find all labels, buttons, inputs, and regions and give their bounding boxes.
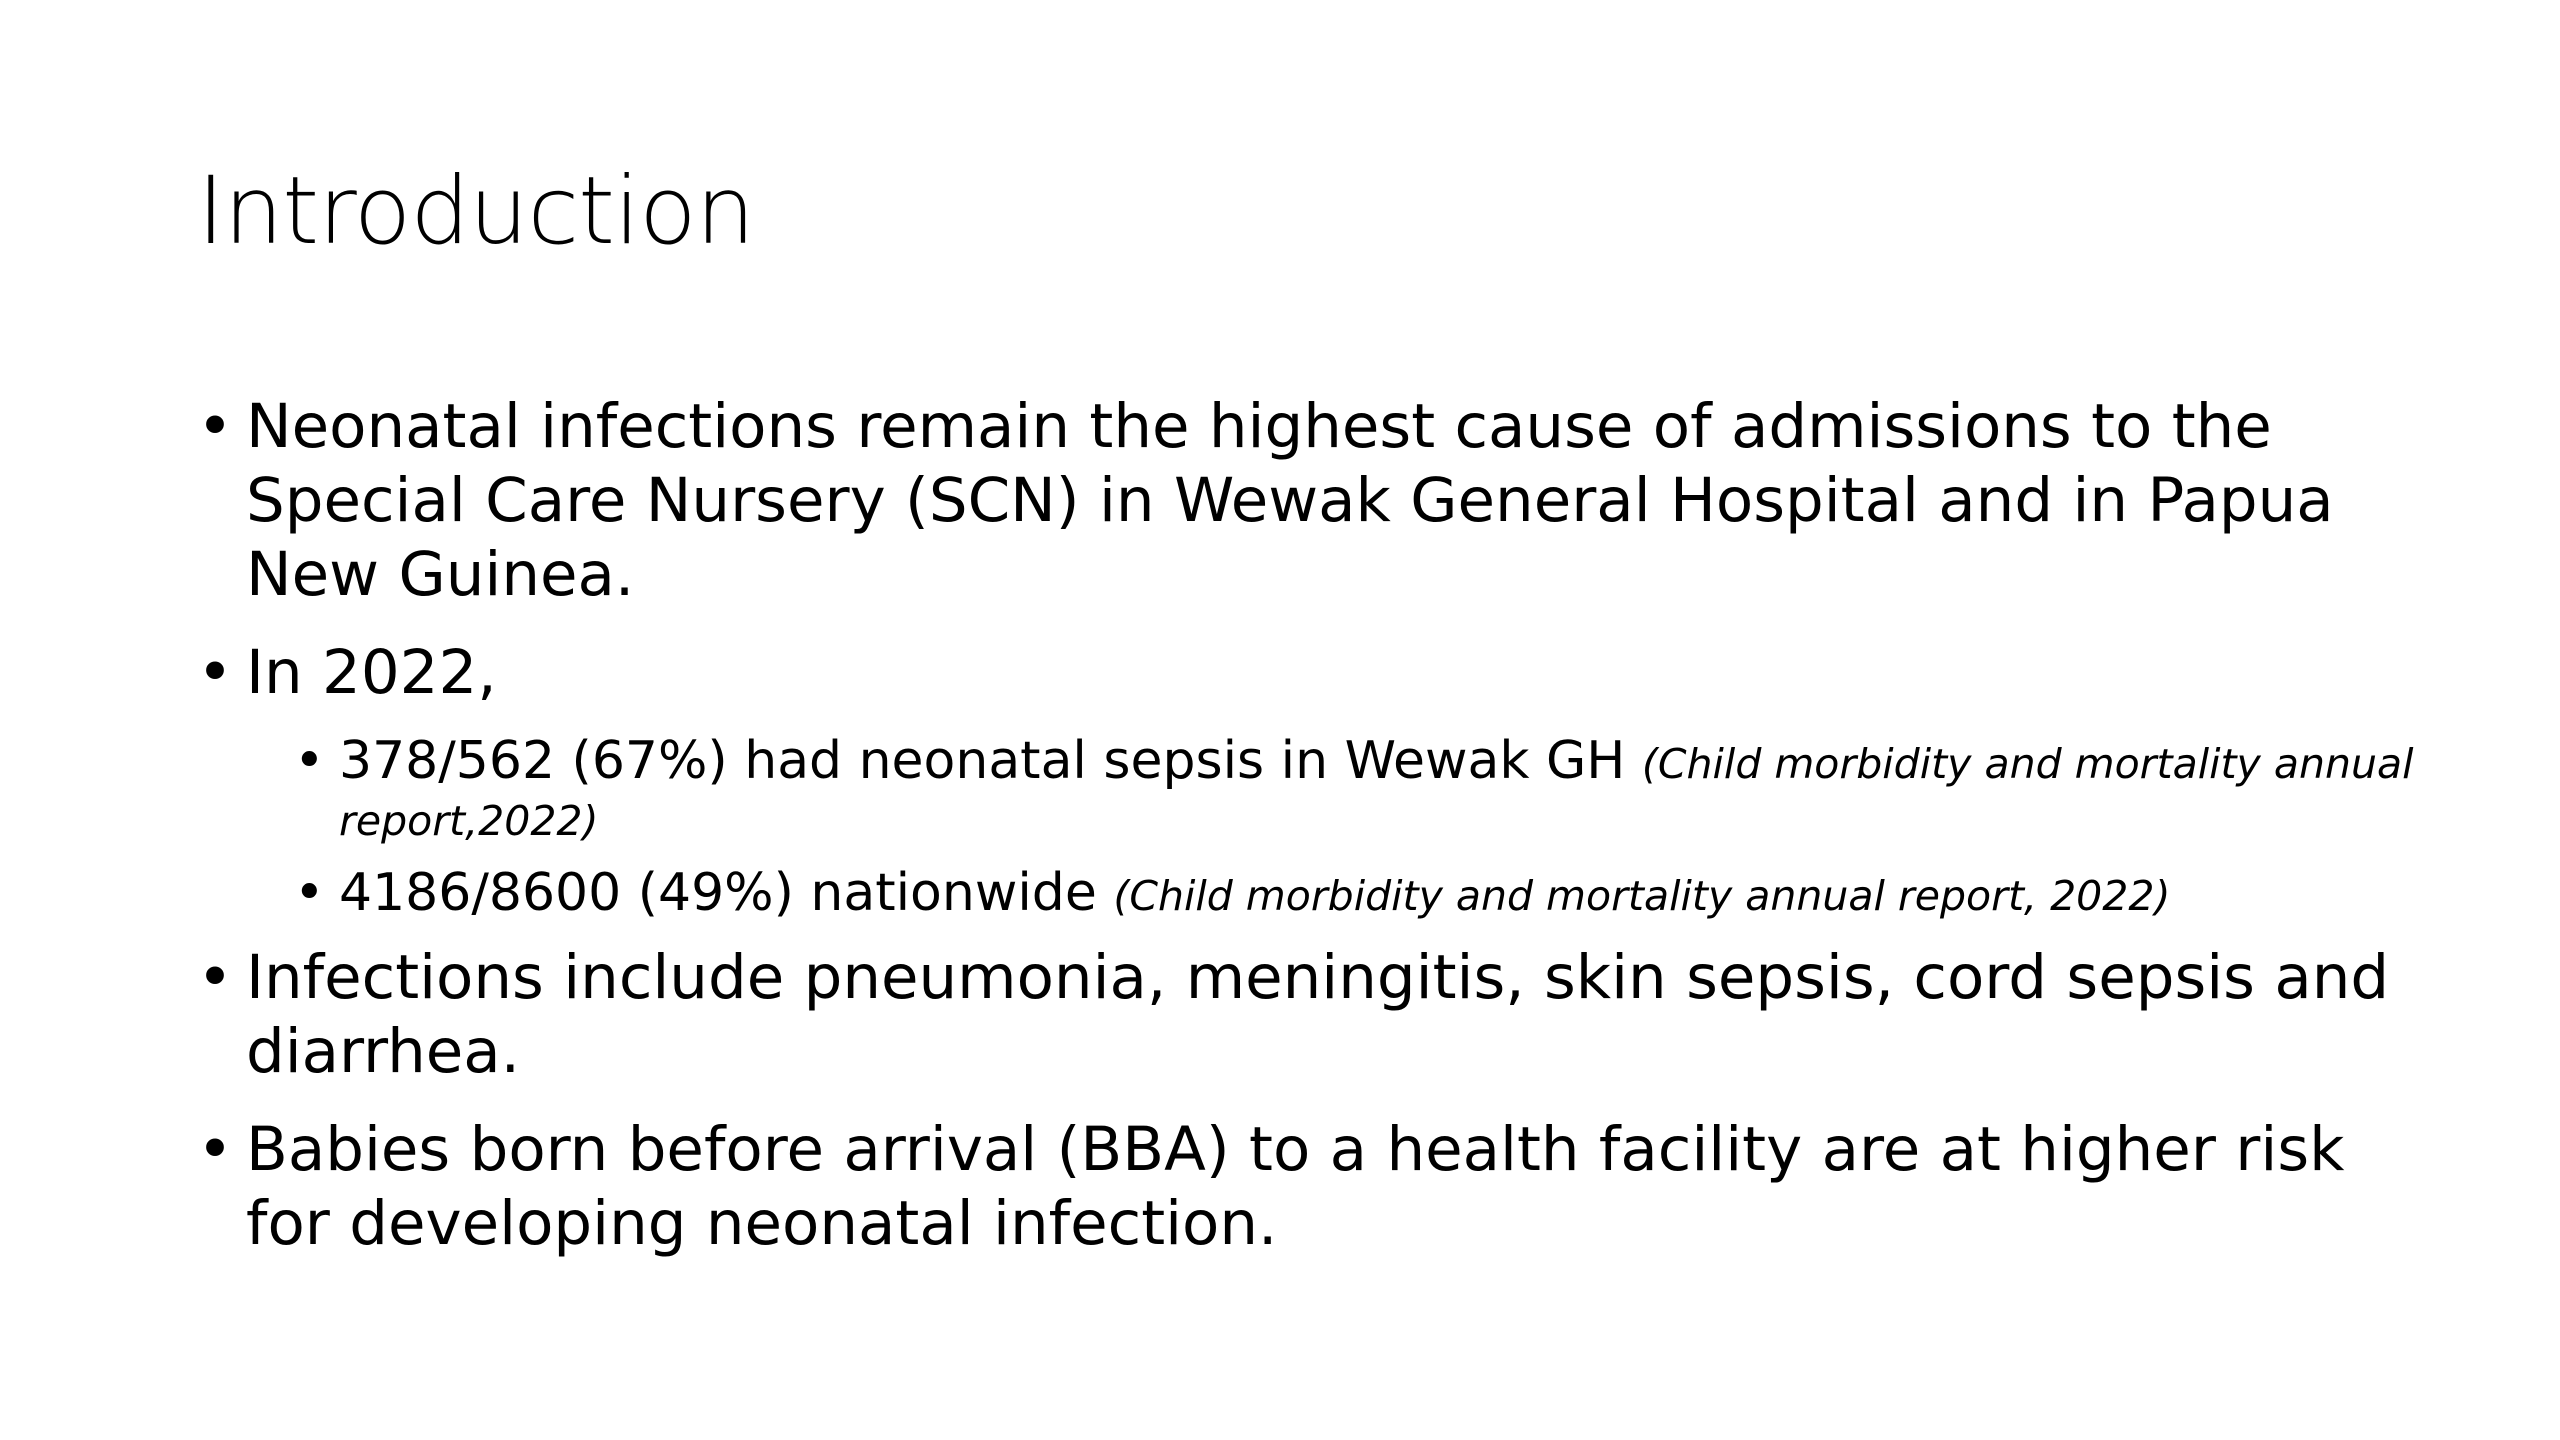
sub-bullet-list — [197, 731, 2417, 923]
bullet-item — [197, 390, 2417, 612]
bullet-icon: • — [294, 863, 325, 923]
bullet-icon: • — [197, 1114, 233, 1185]
bullet-icon: • — [197, 637, 233, 708]
sub-bullet-text: 378/562 (67%) had neonatal sepsis in Wewak GH — [339, 731, 1626, 791]
citation: (Child morbidity and mortality annual report,2022) — [339, 740, 2414, 845]
sub-bullet-item — [294, 731, 2417, 848]
bullet-item — [197, 636, 2417, 710]
slide-title: Introduction — [197, 157, 755, 266]
bullet-icon: • — [197, 391, 233, 462]
bullet-text: Infections include pneumonia, meningitis, skin sepsis, cord sepsis and diarrhea. — [246, 942, 2390, 1087]
bullet-list — [197, 390, 2417, 1285]
bullet-text: Babies born before arrival (BBA) to a health facility are at higher risk for developing neonatal infection. — [246, 1114, 2345, 1259]
bullet-text: Neonatal infections remain the highest cause of admissions to the Special Care Nursery (SCN) in Wewak General Hospital and in Papua New Guinea. — [246, 391, 2334, 610]
bullet-icon: • — [294, 731, 325, 791]
bullet-item — [197, 941, 2417, 1089]
citation: (Child morbidity and mortality annual report, 2022) — [1113, 872, 2171, 920]
bullet-icon: • — [197, 942, 233, 1013]
bullet-item — [197, 1113, 2417, 1261]
sub-bullet-text: 4186/8600 (49%) nationwide — [339, 863, 1097, 923]
bullet-text: In 2022, — [246, 637, 497, 708]
sub-bullet-item — [294, 863, 2417, 923]
